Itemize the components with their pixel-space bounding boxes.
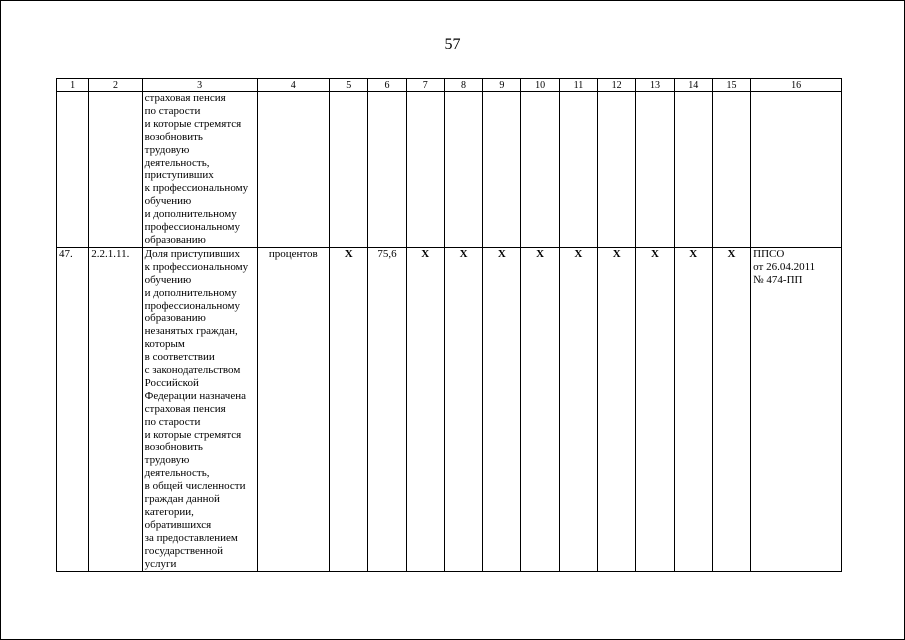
name-line: к профессиональному xyxy=(144,182,249,195)
name-line: по старости xyxy=(144,415,201,428)
column-header: 7 xyxy=(406,79,444,92)
value-col-6: 75,6 xyxy=(368,247,406,571)
name-line: деятельность, xyxy=(144,467,210,480)
table-row-continuation xyxy=(57,92,842,248)
column-header: 9 xyxy=(483,79,521,92)
name-line: образованию xyxy=(144,312,206,325)
cell-empty xyxy=(636,92,674,248)
name-line: незанятых граждан, xyxy=(144,325,238,338)
cell-empty xyxy=(406,92,444,248)
name-line: которым xyxy=(144,338,185,351)
source-line: № 474-ПП xyxy=(753,273,803,286)
name-line: обратившихся xyxy=(144,518,212,531)
column-header: 8 xyxy=(444,79,482,92)
column-header: 4 xyxy=(257,79,330,92)
name-line: в общей численности xyxy=(144,480,246,493)
name-line: трудовую xyxy=(144,143,190,156)
indicator-name-continuation xyxy=(142,92,257,248)
name-line: профессиональному xyxy=(144,299,240,312)
column-header: 11 xyxy=(559,79,597,92)
cell-empty xyxy=(89,92,142,248)
indicator-code: 2.2.1.11. xyxy=(89,247,142,571)
name-line: Доля приступивших xyxy=(144,247,240,260)
value-col-15: Х xyxy=(712,247,750,571)
name-line: и дополнительному xyxy=(144,286,237,299)
name-line: профессиональному xyxy=(144,221,240,234)
cell-empty xyxy=(751,92,842,248)
source-line: ППСО xyxy=(753,247,785,260)
name-line: Российской xyxy=(144,376,199,389)
column-header: 16 xyxy=(751,79,842,92)
column-number-row xyxy=(57,79,842,92)
cell-empty xyxy=(444,92,482,248)
name-line: по старости xyxy=(144,104,201,117)
cell-empty xyxy=(257,92,330,248)
name-line: граждан данной xyxy=(144,493,220,506)
name-line: государственной xyxy=(144,544,224,557)
name-line: Федерации назначена xyxy=(144,389,246,402)
name-line: приступивших xyxy=(144,169,214,182)
name-line: страховая пенсия xyxy=(144,402,226,415)
cell-empty xyxy=(521,92,559,248)
cell-empty xyxy=(559,92,597,248)
table-row-47 xyxy=(57,247,842,571)
value-col-5: Х xyxy=(330,247,368,571)
name-line: в соответствии xyxy=(144,351,215,364)
name-line: и которые стремятся xyxy=(144,428,242,441)
cell-empty xyxy=(674,92,712,248)
value-col-13: Х xyxy=(636,247,674,571)
value-col-8: Х xyxy=(444,247,482,571)
name-line: и которые стремятся xyxy=(144,117,242,130)
name-line: услуги xyxy=(144,557,177,570)
column-header: 13 xyxy=(636,79,674,92)
unit-of-measure: процентов xyxy=(257,247,330,571)
value-col-14: Х xyxy=(674,247,712,571)
column-header: 5 xyxy=(330,79,368,92)
row-number: 47. xyxy=(57,247,89,571)
cell-empty xyxy=(483,92,521,248)
column-header: 3 xyxy=(142,79,257,92)
column-header: 10 xyxy=(521,79,559,92)
name-line: и дополнительному xyxy=(144,208,237,221)
indicator-table xyxy=(56,78,842,572)
column-header: 1 xyxy=(57,79,89,92)
page-number: 57 xyxy=(444,36,461,53)
name-line: за предоставлением xyxy=(144,531,238,544)
cell-empty xyxy=(712,92,750,248)
name-line: возобновить xyxy=(144,441,203,454)
value-col-11: Х xyxy=(559,247,597,571)
name-line: к профессиональному xyxy=(144,260,249,273)
name-line: с законодательством xyxy=(144,364,241,377)
name-line: возобновить xyxy=(144,130,203,143)
value-col-7: Х xyxy=(406,247,444,571)
indicator-name xyxy=(142,247,257,571)
source-line: от 26.04.2011 xyxy=(753,260,816,273)
name-line: деятельность, xyxy=(144,156,210,169)
column-header: 14 xyxy=(674,79,712,92)
cell-empty xyxy=(57,92,89,248)
value-col-12: Х xyxy=(598,247,636,571)
column-header: 2 xyxy=(89,79,142,92)
value-col-10: Х xyxy=(521,247,559,571)
column-header: 15 xyxy=(712,79,750,92)
cell-empty xyxy=(330,92,368,248)
cell-empty xyxy=(368,92,406,248)
column-header: 12 xyxy=(598,79,636,92)
name-line: образованию xyxy=(144,233,206,246)
name-line: страховая пенсия xyxy=(144,92,226,104)
source-document xyxy=(751,247,842,571)
column-header: 6 xyxy=(368,79,406,92)
value-col-9: Х xyxy=(483,247,521,571)
name-line: обучению xyxy=(144,273,192,286)
name-line: трудовую xyxy=(144,454,190,467)
cell-empty xyxy=(598,92,636,248)
name-line: категории, xyxy=(144,506,194,518)
name-line: обучению xyxy=(144,195,192,208)
